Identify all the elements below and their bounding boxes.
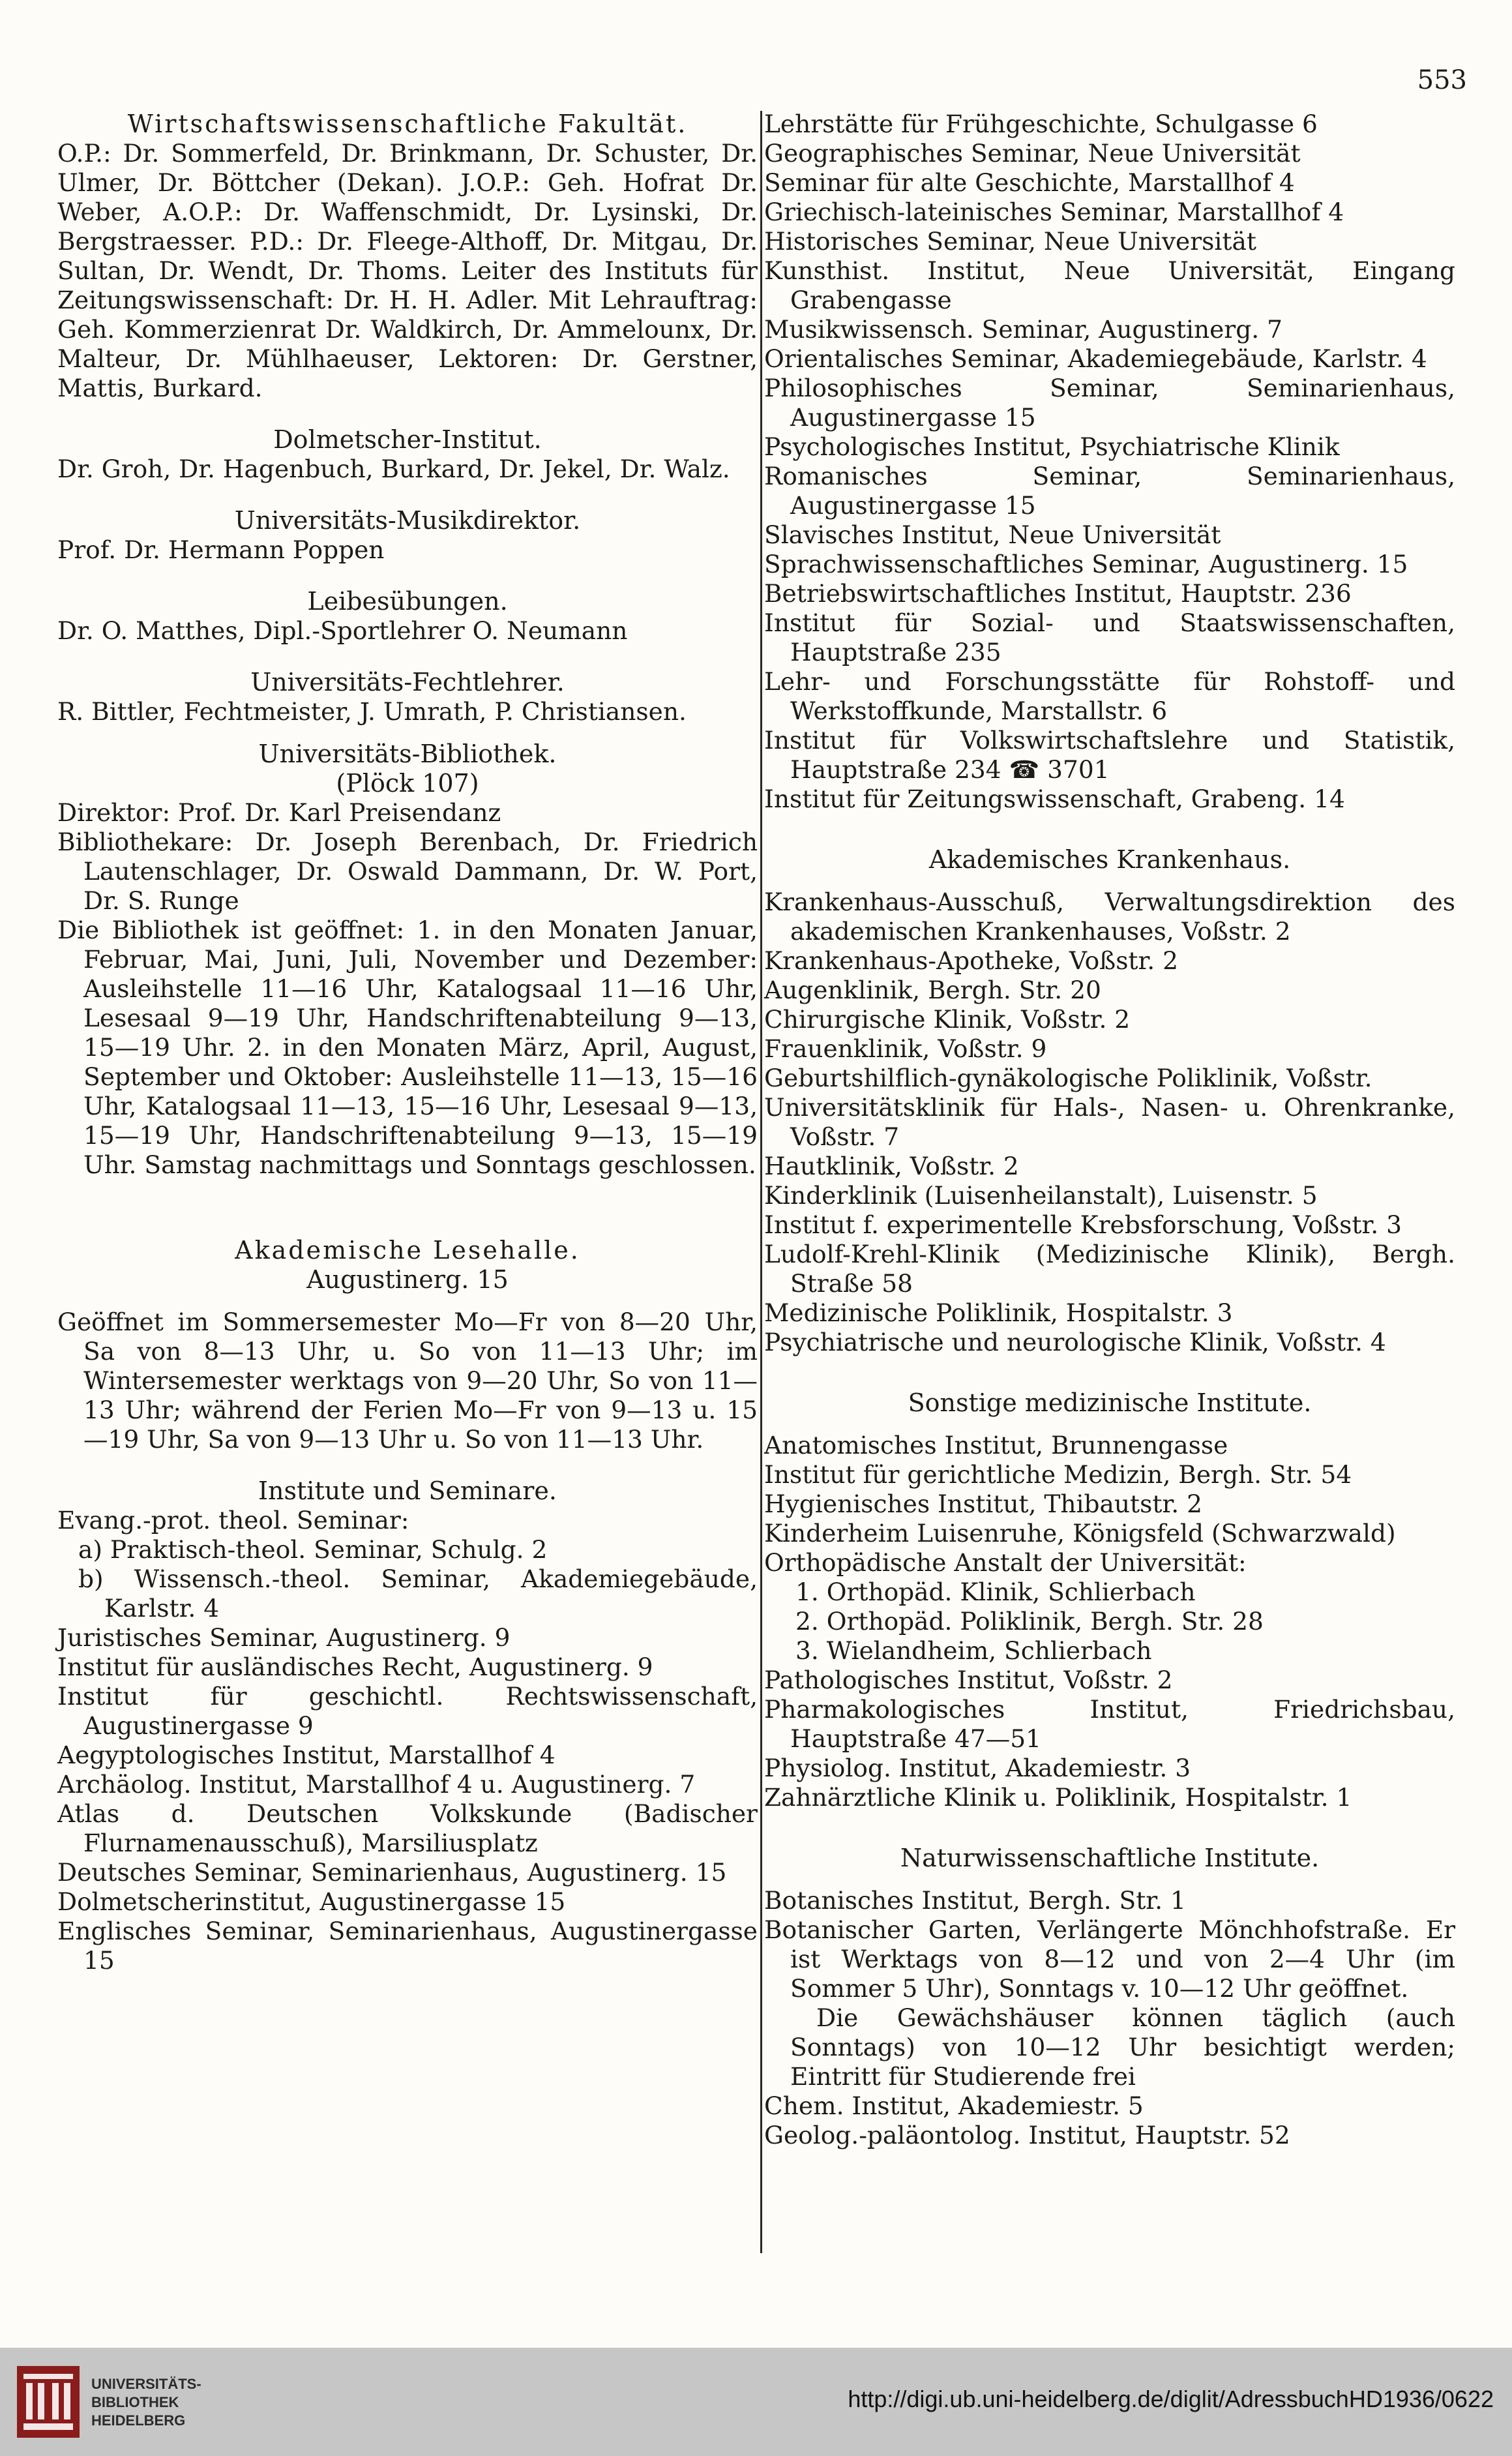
institute-item: Atlas d. Deutschen Volkskunde (Badischer Flurnamenausschuß), Marsiliusplatz	[57, 1799, 758, 1857]
ortho-sub-item: 3. Wielandheim, Schlierbach	[795, 1636, 1152, 1665]
institute-item: Griechisch-lateinisches Seminar, Marstallhof 4	[764, 198, 1344, 226]
musik-text: Prof. Dr. Hermann Poppen	[57, 535, 385, 564]
leibes-heading: Leibesübungen.	[307, 587, 508, 616]
institute-item: Romanisches Seminar, Seminarienhaus, Augustinergasse 15	[764, 462, 1455, 520]
institute-item: Institut für Sozial- und Staatswissenschaften, Hauptstraße 235	[764, 608, 1455, 666]
lesehalle-subheading: Augustinerg. 15	[306, 1265, 509, 1294]
kranken-item: Psychiatrische und neurologische Klinik, Voßstr. 4	[764, 1328, 1386, 1356]
evang-label: Evang.-prot. theol. Seminar:	[57, 1506, 409, 1535]
lesehalle-heading: Akademische Lesehalle.	[235, 1236, 580, 1265]
ortho-sub-item: 2. Orthopäd. Poliklinik, Bergh. Str. 28	[795, 1607, 1264, 1636]
institute-item: Dolmetscherinstitut, Augustinergasse 15	[57, 1887, 566, 1916]
kranken-item: Kinderklinik (Luisenheilanstalt), Luisenstr. 5	[764, 1181, 1318, 1210]
fecht-heading: Universitäts-Fechtlehrer.	[250, 668, 565, 696]
institute-item: Musikwissensch. Seminar, Augustinerg. 7	[764, 315, 1282, 344]
institute-item: Institut für Zeitungswissenschaft, Grabeng. 14	[764, 785, 1345, 813]
institute-item: Seminar für alte Geschichte, Marstallhof 4	[764, 168, 1295, 197]
institute-item: Lehr- und Forschungsstätte für Rohstoff- und Werkstoffkunde, Marstallstr. 6	[764, 667, 1455, 725]
institute-item: Aegyptologisches Institut, Marstallhof 4	[57, 1741, 556, 1769]
kranken-item: Universitätsklinik für Hals-, Nasen- u. Ohrenkranke, Voßstr. 7	[764, 1093, 1455, 1151]
kranken-heading: Akademisches Krankenhaus.	[928, 845, 1291, 874]
left-column	[57, 110, 758, 2255]
institute-item: Kunsthist. Institut, Neue Universität, Eingang Grabengasse	[764, 256, 1455, 314]
institute-item: Lehrstätte für Frühgeschichte, Schulgasse 6	[764, 110, 1318, 138]
natur-heading: Naturwissenschaftliche Institute.	[900, 1844, 1320, 1872]
right-column	[764, 110, 1455, 2255]
medizin-item: Physiolog. Institut, Akademiestr. 3	[764, 1754, 1191, 1782]
medizin-item: Orthopädische Anstalt der Universität:	[764, 1548, 1247, 1577]
evang-sub-item: a) Praktisch-theol. Seminar, Schulg. 2	[78, 1535, 548, 1564]
medizin-item: Anatomisches Institut, Brunnengasse	[764, 1431, 1228, 1460]
leibes-text: Dr. O. Matthes, Dipl.-Sportlehrer O. Neumann	[57, 616, 628, 645]
logo-line: HEIDELBERG	[91, 2412, 186, 2429]
institute-item: Sprachwissenschaftliches Seminar, Augustinerg. 15	[764, 550, 1408, 578]
bib-subheading: (Plöck 107)	[336, 769, 479, 798]
musik-heading: Universitäts-Musikdirektor.	[234, 506, 581, 535]
institute-item: Institut für ausländisches Recht, Augustinerg. 9	[57, 1653, 653, 1681]
medizin-item: Pharmakologisches Institut, Friedrichsbau, Hauptstraße 47—51	[764, 1695, 1455, 1753]
kranken-item: Hautklinik, Voßstr. 2	[764, 1152, 1019, 1180]
institute-item: Geographisches Seminar, Neue Universität	[764, 139, 1301, 168]
logo-line: UNIVERSITÄTS-	[91, 2376, 201, 2392]
medizin-item: Pathologisches Institut, Voßstr. 2	[764, 1666, 1173, 1694]
institute-item: Betriebswirtschaftliches Institut, Hauptstr. 236	[764, 579, 1352, 608]
natur-item: Botanisches Institut, Bergh. Str. 1	[764, 1886, 1186, 1915]
kranken-item: Krankenhaus-Apotheke, Voßstr. 2	[764, 946, 1179, 975]
natur-garten-2: Die Gewächshäuser können täglich (auch Sonntags) von 10—12 Uhr besichtigt werden; Eintritt für Studierende frei	[790, 2003, 1455, 2091]
medizin-item: Hygienisches Institut, Thibautstr. 2	[764, 1490, 1202, 1518]
natur-garten: Botanischer Garten, Verlängerte Mönchhofstraße. Er ist Werktags von 8—12 und von 2—4 Uhr (im Sommer 5 Uhr), Sonntags v. 10—12 Uhr geöffnet.	[764, 1915, 1455, 2003]
institute-item: Archäolog. Institut, Marstallhof 4 u. Augustinerg. 7	[57, 1770, 696, 1799]
fecht-text: R. Bittler, Fechtmeister, J. Umrath, P. Christiansen.	[57, 697, 687, 726]
faculty-text: O.P.: Dr. Sommerfeld, Dr. Brinkmann, Dr. Schuster, Dr. Ulmer, Dr. Böttcher (Dekan). J.O.P.: Geh. Hofrat Dr. Weber, A.O.P.: Dr. Waffenschmidt, Dr. Lysinski, Dr. Bergstraesser. P.D.: Dr. Fleege-Althoff, Dr. Mitgau, Dr. Sultan, Dr. Wendt, Dr. Thoms. Leiter des Instituts für Zeitungswissenschaft: Dr. H. H. Adler. Mit Lehrauftrag: Geh. Kommerzienrat Dr. Waldkirch, Dr. Ammelounx, Dr. Malteur, Dr. Mühlhaeuser, Lektoren: Dr. Gerstner, Mattis, Burkard.	[57, 139, 758, 402]
column-divider	[760, 111, 762, 2253]
footer-bar	[0, 2348, 1512, 2456]
kranken-item: Institut f. experimentelle Krebsforschung, Voßstr. 3	[764, 1210, 1402, 1239]
natur-item: Chem. Institut, Akademiestr. 5	[764, 2091, 1144, 2120]
dolmetscher-text: Dr. Groh, Dr. Hagenbuch, Burkard, Dr. Jekel, Dr. Walz.	[57, 455, 730, 483]
institute-item: Institut für geschichtl. Rechtswissenschaft, Augustinergasse 9	[57, 1682, 758, 1740]
kranken-item: Medizinische Poliklinik, Hospitalstr. 3	[764, 1298, 1233, 1327]
dolmetscher-heading: Dolmetscher-Institut.	[273, 425, 542, 454]
kranken-item: Krankenhaus-Ausschuß, Verwaltungsdirektion des akademischen Krankenhauses, Voßstr. 2	[764, 888, 1455, 946]
institute-heading: Institute und Seminare.	[258, 1476, 557, 1505]
institute-item: Institut für Volkswirtschaftslehre und Statistik, Hauptstraße 234 ☎ 3701	[764, 726, 1455, 784]
medizin-item: Kinderheim Luisenruhe, Königsfeld (Schwarzwald)	[764, 1519, 1396, 1548]
lesehalle-text: Geöffnet im Sommersemester Mo—Fr von 8—20 Uhr, Sa von 8—13 Uhr, u. So von 11—13 Uhr; im Wintersemester werktags von 9—20 Uhr, So von 11—13 Uhr; während der Ferien Mo—Fr von 9—13 u. 15—19 Uhr, Sa von 9—13 Uhr u. So von 11—13 Uhr.	[57, 1308, 758, 1454]
library-name	[91, 2375, 201, 2430]
kranken-item: Chirurgische Klinik, Voßstr. 2	[764, 1005, 1131, 1034]
institute-item: Philosophisches Seminar, Seminarienhaus, Augustinergasse 15	[764, 374, 1455, 432]
natur-item: Geolog.-paläontolog. Institut, Hauptstr. 52	[764, 2121, 1290, 2149]
institute-item: Historisches Seminar, Neue Universität	[764, 227, 1256, 256]
evang-sub-item: b) Wissensch.-theol. Seminar, Akademiegebäude, Karlstr. 4	[78, 1565, 758, 1623]
university-library-logo-icon	[17, 2366, 80, 2438]
logo-line: BIBLIOTHEK	[91, 2394, 179, 2410]
institute-item: Deutsches Seminar, Seminarienhaus, Augustinerg. 15	[57, 1858, 727, 1887]
medizin-item: Zahnärztliche Klinik u. Poliklinik, Hospitalstr. 1	[764, 1783, 1352, 1812]
institute-item: Orientalisches Seminar, Akademiegebäude, Karlstr. 4	[764, 344, 1427, 373]
faculty-heading: Wirtschaftswissenschaftliche Fakultät.	[127, 110, 688, 138]
bib-hours: Die Bibliothek ist geöffnet: 1. in den Monaten Januar, Februar, Mai, Juni, Juli, November und Dezember: Ausleihstelle 11—16 Uhr, Katalogsaal 11—16 Uhr, Lesesaal 9—19 Uhr, Handschriftenabteilung 9—13, 15—19 Uhr. 2. in den Monaten März, April, August, September und Oktober: Ausleihstelle 11—13, 15—16 Uhr, Katalogsaal 11—13, 15—16 Uhr, Lesesaal 9—13, 15—19 Uhr, Handschriftenabteilung 9—13, 15—19 Uhr. Samstag nachmittags und Sonntags geschlossen.	[57, 916, 758, 1179]
page-number: 553	[1417, 65, 1467, 95]
bib-direktor: Direktor: Prof. Dr. Karl Preisendanz	[57, 798, 501, 827]
kranken-item: Geburtshilflich-gynäkologische Poliklinik, Voßstr.	[764, 1064, 1372, 1092]
institute-item: Juristisches Seminar, Augustinerg. 9	[57, 1623, 511, 1652]
kranken-item: Ludolf-Krehl-Klinik (Medizinische Klinik), Bergh. Straße 58	[764, 1240, 1455, 1298]
ortho-sub-item: 1. Orthopäd. Klinik, Schlierbach	[795, 1578, 1196, 1606]
bib-heading: Universitäts-Bibliothek.	[258, 740, 557, 768]
institute-item: Englisches Seminar, Seminarienhaus, Augustinergasse 15	[57, 1917, 758, 1975]
medizin-item: Institut für gerichtliche Medizin, Bergh. Str. 54	[764, 1460, 1352, 1489]
institute-item: Slavisches Institut, Neue Universität	[764, 520, 1221, 549]
medizin-heading: Sonstige medizinische Institute.	[908, 1388, 1312, 1417]
institute-item: Psychologisches Institut, Psychiatrische Klinik	[764, 432, 1340, 461]
kranken-item: Augenklinik, Bergh. Str. 20	[764, 976, 1101, 1004]
kranken-item: Frauenklinik, Voßstr. 9	[764, 1034, 1047, 1063]
source-url-link[interactable]: http://digi.ub.uni-heidelberg.de/diglit/AdressbuchHD1936/0622	[848, 2386, 1494, 2412]
bib-bibliothekare: Bibliothekare: Dr. Joseph Berenbach, Dr. Friedrich Lautenschlager, Dr. Oswald Dammann, Dr. W. Port, Dr. S. Runge	[57, 828, 758, 915]
